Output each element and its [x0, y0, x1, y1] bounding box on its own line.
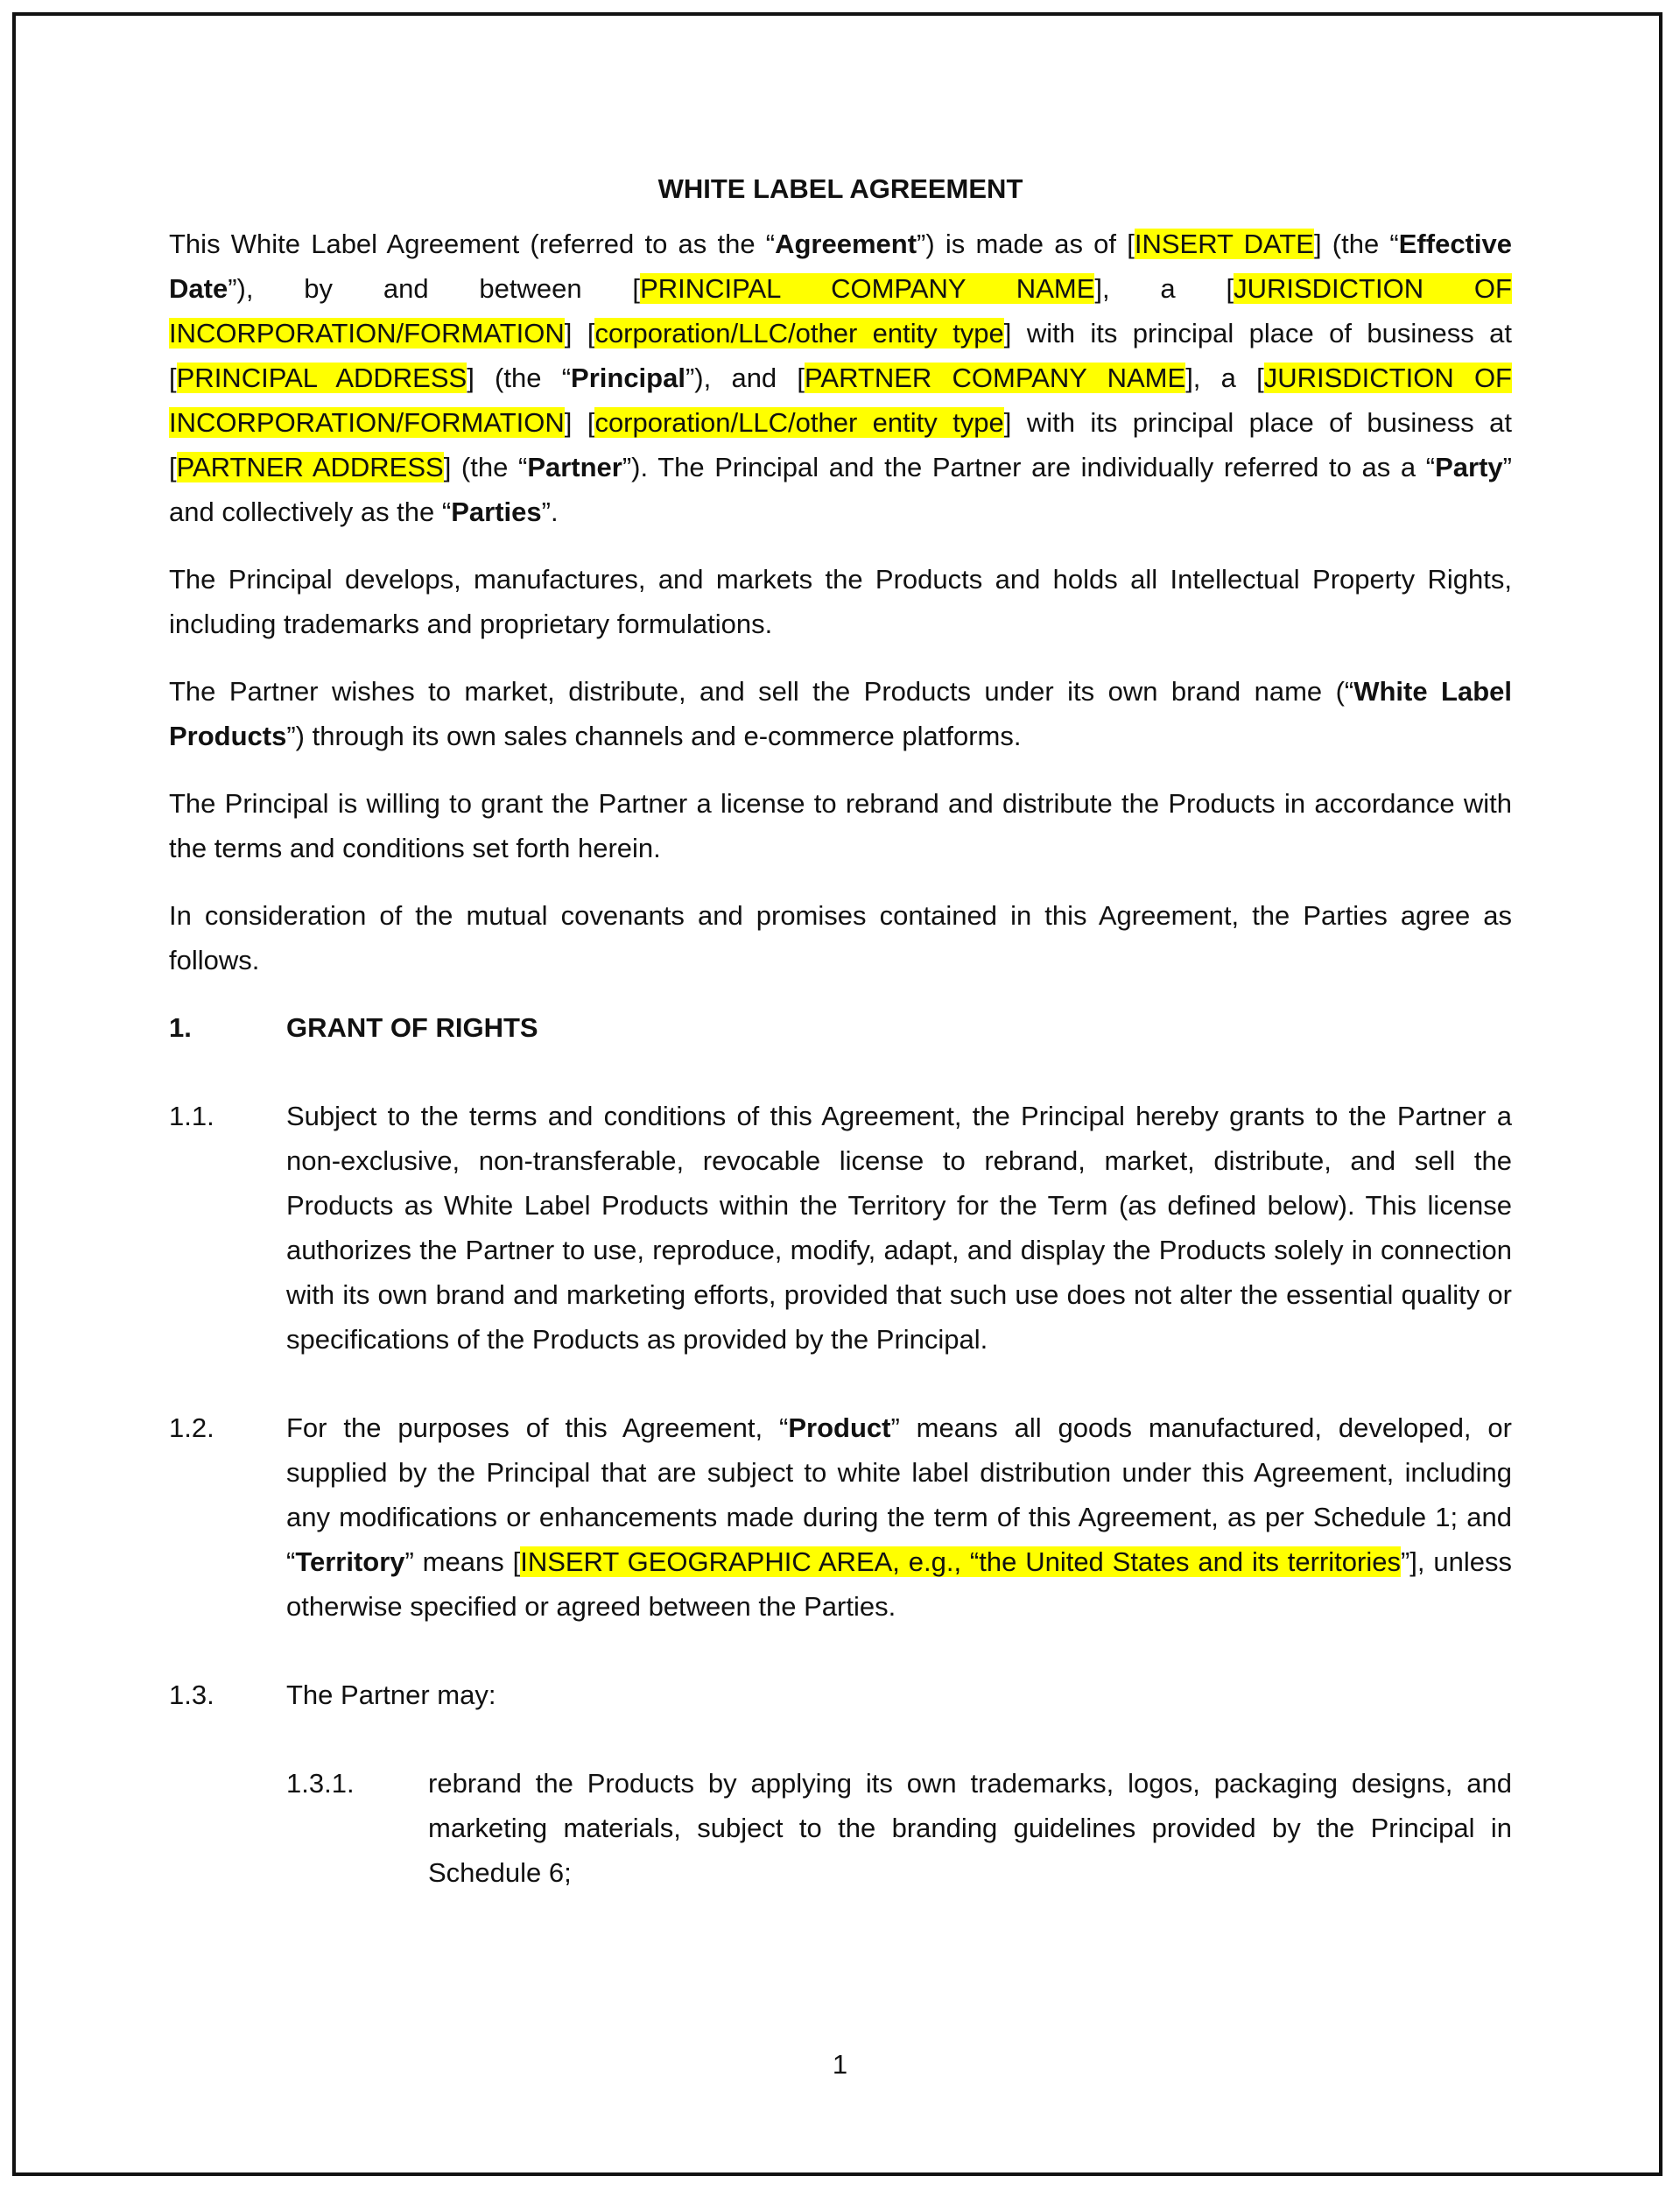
clause-text: rebrand the Products by applying its own trademarks, logos, packaging designs, and marketing materials, subject to the branding guidelines provided by the Principal in Schedule 6;	[428, 1768, 1512, 1888]
document-title: WHITE LABEL AGREEMENT	[657, 173, 1023, 204]
clause-number: 1.2.	[169, 1412, 214, 1443]
placeholder-date: INSERT DATE	[1134, 229, 1314, 259]
intro-paragraph: This White Label Agreement (referred to as the “Agreement”) is made as of [INSERT DATE] (the “Effective Date”), by and between [PRINCIPAL COMPANY NAME], a [JURISDICTION OF INCORPORATION/FORMATION] [corporation/LLC/other entity type] with its principal place of business at [PRINCIPAL ADDRESS] (the “Principal”), and [PARTNER COMPANY NAME], a [JURISDICTION OF INCORPORATION/FORMATION] [corporation/LLC/other entity type] with its principal place of business at [PARTNER ADDRESS] (the “Partner”). The Principal and the Partner are individually referred to as a “Party” and collectively as the “Parties”.	[169, 229, 1512, 527]
placeholder-partner-name: PARTNER COMPANY NAME	[805, 363, 1186, 393]
document-body	[169, 166, 1512, 1939]
recital-4: In consideration of the mutual covenants and promises contained in this Agreement, the Parties agree as follows.	[169, 900, 1512, 975]
clause-text: For the purposes of this Agreement, “Product” means all goods manufactured, developed, or supplied by the Principal that are subject to white label distribution under this Agreement, including any modifications or enhancements made during the term of this Agreement, as per Schedule 1; and “Territory” means [INSERT GEOGRAPHIC AREA, e.g., “the United States and its territories”], unless otherwise specified or agreed between the Parties.	[286, 1412, 1512, 1622]
placeholder-principal-entity-type: corporation/LLC/other entity type	[594, 318, 1004, 349]
placeholder-partner-jurisdiction: JURISDICTION OF INCORPORATION/FORMATION	[169, 363, 1512, 438]
placeholder-partner-address: PARTNER ADDRESS	[176, 452, 444, 482]
clause-number: 1.3.1.	[286, 1768, 355, 1799]
clause-number: 1.1.	[169, 1101, 214, 1131]
placeholder-principal-address: PRINCIPAL ADDRESS	[176, 363, 467, 393]
recital-2: The Partner wishes to market, distribute, and sell the Products under its own brand name (“White Label Products”) through its own sales channels and e-commerce platforms.	[169, 676, 1512, 751]
placeholder-partner-entity-type: corporation/LLC/other entity type	[594, 407, 1004, 438]
placeholder-principal-jurisdiction: JURISDICTION OF INCORPORATION/FORMATION	[169, 273, 1512, 349]
placeholder-principal-name: PRINCIPAL COMPANY NAME	[640, 273, 1095, 304]
clause-text: Subject to the terms and conditions of this Agreement, the Principal hereby grants to the Partner a non-exclusive, non-transferable, revocable license to rebrand, market, distribute, and sell the Products as White Label Products within the Territory for the Term (as defined below). This license authorizes the Partner to use, reproduce, modify, adapt, and display the Products solely in connection with its own brand and marketing efforts, provided that such use does not alter the essential quality or specifications of the Products as provided by the Principal.	[286, 1101, 1512, 1355]
clause-number: 1.3.	[169, 1679, 214, 1710]
clause-1-1	[169, 1094, 1512, 1362]
section-title: GRANT OF RIGHTS	[286, 1012, 538, 1043]
section-number: 1.	[169, 1012, 192, 1043]
clause-text: The Partner may:	[286, 1679, 496, 1710]
placeholder-territory: INSERT GEOGRAPHIC AREA, e.g., “the United States and its territories	[520, 1546, 1401, 1577]
section-1-heading	[169, 1005, 1512, 1050]
recital-1: The Principal develops, manufactures, and markets the Products and holds all Intellectual Property Rights, including trademarks and proprietary formulations.	[169, 564, 1512, 639]
clause-1-3-1	[286, 1761, 1512, 1895]
page-number: 1	[832, 2049, 848, 2080]
recital-3: The Principal is willing to grant the Partner a license to rebrand and distribute the Products in accordance with the terms and conditions set forth herein.	[169, 788, 1512, 863]
clause-1-3	[169, 1672, 1512, 1717]
clause-1-2	[169, 1405, 1512, 1629]
